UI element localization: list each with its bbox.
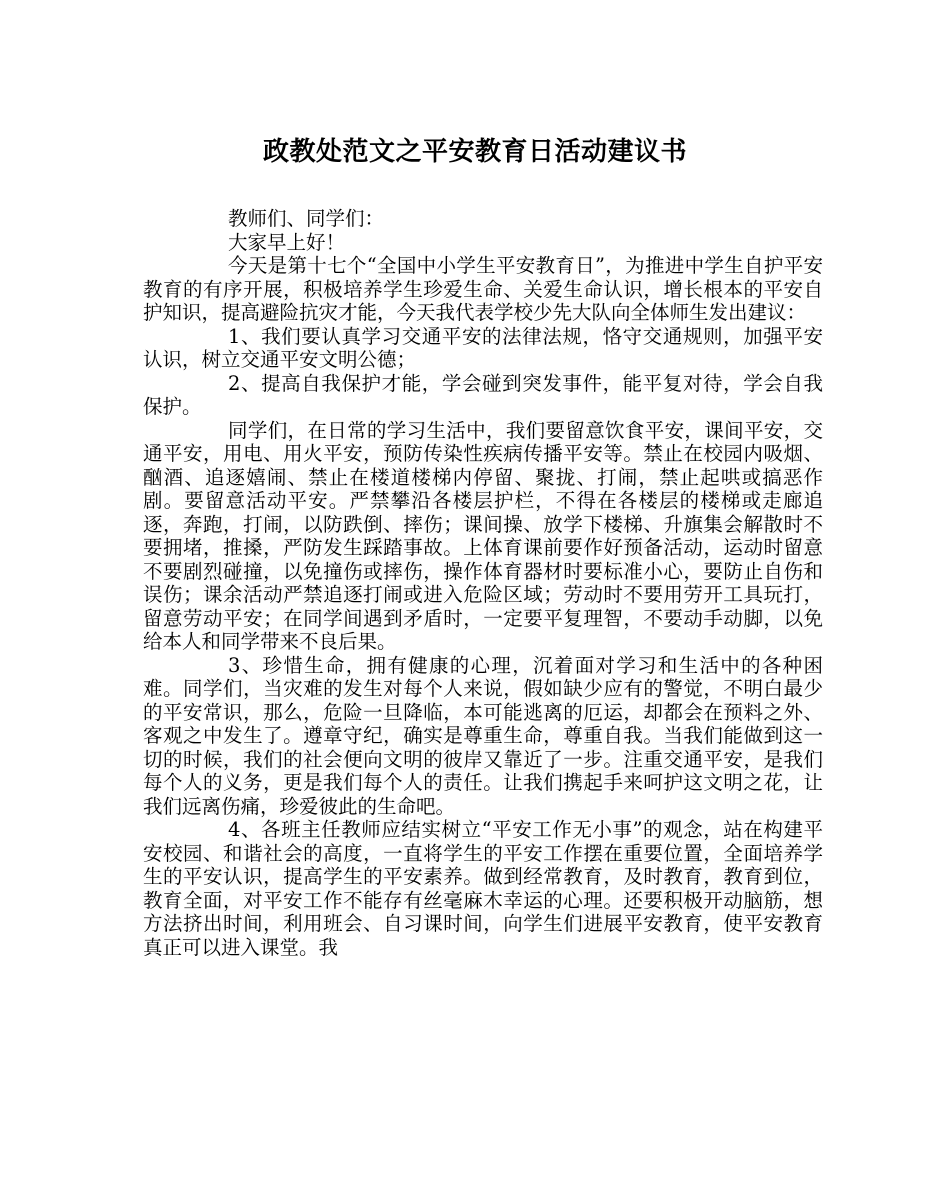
salutation-paragraph: 教师们、同学们：: [228, 207, 385, 230]
proposal-item-2-paragraph: 2、提高自我保护才能，学会碰到突发事件，能平复对待，学会自我保护。: [143, 371, 823, 418]
document-title: 政教处范文之平安教育日活动建议书: [262, 137, 687, 167]
greeting-paragraph: 大家早上好！: [228, 230, 346, 254]
proposal-item-1-paragraph: 1、我们要认真学习交通平安的法律法规，恪守交通规则，加强平安认识，树立交通平安文明公德；: [143, 324, 823, 371]
proposal-item-4-paragraph: 4、各班主任教师应结实树立“平安工作无小事”的观念，站在构建平安校园、和谐社会的高度，一直将学生的平安工作摆在重要位置，全面培养学生的平安认识，提高学生的平安素养。做到经常教育，及时教育，教育到位，教育全面，对平安工作不能存有丝毫麻木幸运的心理。还要积极开动脑筋，想方法挤出时间，利用班会、自习课时间，向学生们进展平安教育，使平安教育真正可以进入课堂。我: [143, 818, 823, 959]
document-body: [143, 207, 823, 959]
safety-details-paragraph: 同学们，在日常的学习生活中，我们要留意饮食平安，课间平安，交通平安，用电、用火平安，预防传染性疾病传播平安等。禁止在校园内吸烟、酗酒、追逐嬉闹、禁止在楼道楼梯内停留、聚拢、打闹，禁止起哄或搞恶作剧。要留意活动平安。严禁攀沿各楼层护栏，不得在各楼层的楼梯或走廊追逐，奔跑，打闹，以防跌倒、摔伤；课间操、放学下楼梯、升旗集会解散时不要拥堵，推搡，严防发生踩踏事故。上体育课前要作好预备活动，运动时留意不要剧烈碰撞，以免撞伤或摔伤，操作体育器材时要标准小心，要防止自伤和误伤；课余活动严禁追逐打闹或进入危险区域；劳动时不要用劳开工具玩打，留意劳动平安；在同学间遇到矛盾时，一定要平复理智，不要动手动脚，以免给本人和同学带来不良后果。: [143, 418, 823, 653]
proposal-item-3-paragraph: 3、珍惜生命，拥有健康的心理，沉着面对学习和生活中的各种困难。同学们，当灾难的发生对每个人来说，假如缺少应有的警觉，不明白最少的平安常识，那么，危险一旦降临，本可能逃离的厄运，却都会在预料之外、客观之中发生了。遵章守纪，确实是尊重生命，尊重自我。当我们能做到这一切的时候，我们的社会便向文明的彼岸又靠近了一步。注重交通平安，是我们每个人的义务，更是我们每个人的责任。让我们携起手来呵护这文明之花，让我们远离伤痛，珍爱彼此的生命吧。: [143, 653, 823, 818]
intro-paragraph: 今天是第十七个“全国中小学生平安教育日”，为推进中学生自护平安教育的有序开展，积极培养学生珍爱生命、关爱生命认识，增长根本的平安自护知识，提高避险抗灾才能，今天我代表学校少先大队向全体师生发出建议：: [143, 254, 823, 324]
